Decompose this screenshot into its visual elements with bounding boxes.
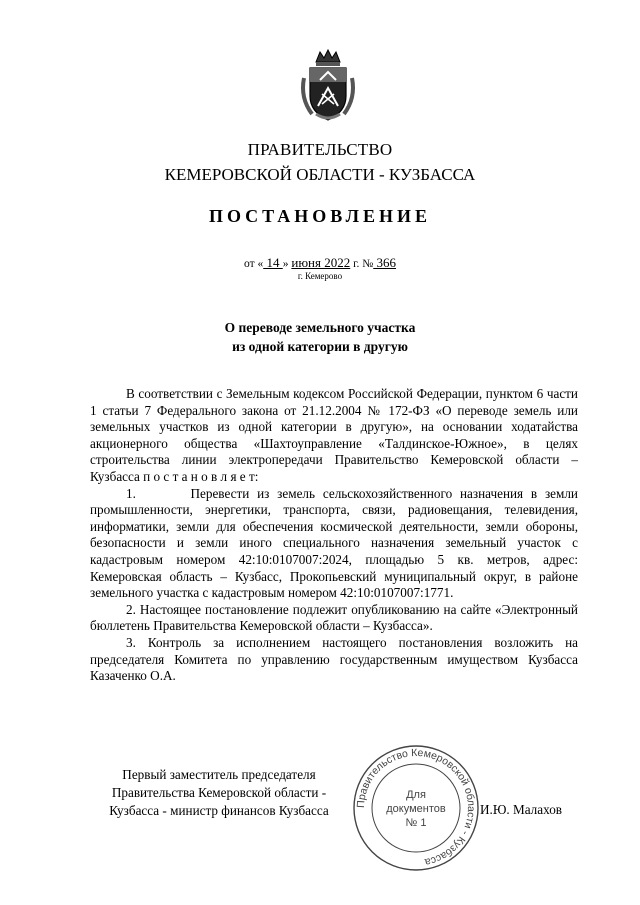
- date-suffix: г. №: [350, 258, 374, 270]
- body-paragraph-preamble: В соответствии с Земельным кодексом Российской Федерации, пунктом 6 части 1 статьи 7 Федерального закона от 21.12.2004 № 172-ФЗ «О переводе земель или земельных участков из одной категории в другую», на основании ходатайства акционерного общества «Шахтоуправление «Талдинское-Южное», в целях строительства линии электропередачи Правительство Кемеровской области – Кузбасса п о с т а н о в л я е т:: [90, 386, 578, 484]
- signatory-title-line1: Первый заместитель председателя: [122, 767, 316, 782]
- signatory-title: [88, 766, 350, 820]
- document-body: [90, 386, 578, 685]
- stamp-center-line1: Для: [406, 789, 426, 801]
- date-mid: »: [282, 258, 292, 270]
- subject-line1: О переводе земельного участка: [224, 320, 416, 335]
- document-number: 366: [373, 255, 396, 270]
- government-name-line1: ПРАВИТЕЛЬСТВО: [247, 140, 393, 159]
- signatory-name: И.Ю. Малахов: [480, 802, 563, 817]
- document-city: г. Кемерово: [297, 271, 343, 281]
- document-date-number: [0, 255, 640, 271]
- document-type-title: ПОСТАНОВЛЕНИЕ: [208, 206, 432, 226]
- official-stamp: [350, 742, 482, 874]
- date-prefix: от «: [243, 258, 264, 270]
- body-paragraph-item-3: 3. Контроль за исполнением настоящего постановления возложить на председателя Комитета по управлению государственным имуществом Кузбасса Казаченко О.А.: [90, 634, 578, 684]
- government-name-line2: КЕМЕРОВСКОЙ ОБЛАСТИ - КУЗБАССА: [164, 165, 476, 184]
- stamp-center-line2: документов: [386, 803, 446, 815]
- stamp-ring-text: Правительство Кемеровской области - Кузбасса: [354, 746, 478, 869]
- signatory-title-line3: Кузбасса - министр финансов Кузбасса: [109, 803, 329, 818]
- coat-of-arms-emblem: [296, 48, 360, 124]
- body-paragraph-item-1: 1. Перевести из земель сельскохозяйственного назначения в земли промышленности, энергетики, транспорта, связи, радиовещания, телевидения, информатики, земли для обеспечения космической деятельности, земли обороны, безопасности и земли иного специального назначения земельный участок с кадастровым номером 42:10:0107007:2024, площадью 5 кв. метров, адрес: Кемеровская область – Кузбасс, Прокопьевский муниципальный округ, в районе земельного участка с кадастровым номером 42:10:0107007:1771.: [90, 485, 578, 601]
- document-subject: [0, 318, 640, 356]
- signatory-title-line2: Правительства Кемеровской области -: [111, 785, 327, 800]
- date-month-year: июня 2022: [291, 255, 351, 270]
- stamp-center-line3: № 1: [405, 817, 427, 829]
- date-day: 14: [263, 255, 283, 270]
- subject-line2: из одной категории в другую: [232, 339, 408, 354]
- body-paragraph-item-2: 2. Настоящее постановление подлежит опубликованию на сайте «Электронный бюллетень Правительства Кемеровской области – Кузбасса».: [90, 601, 578, 634]
